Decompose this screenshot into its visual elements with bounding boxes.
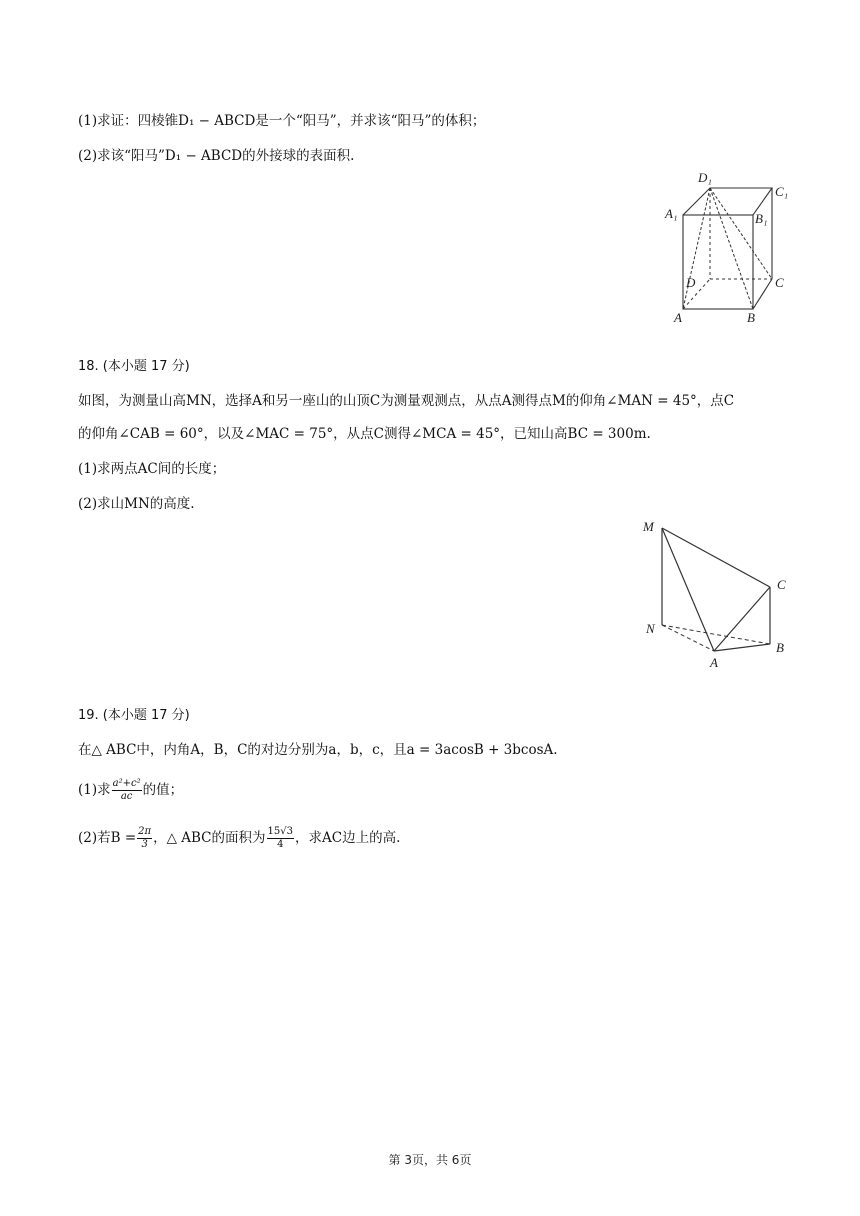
edge-ac xyxy=(714,587,770,651)
box-pyramid-svg xyxy=(660,166,800,326)
label-b: B xyxy=(776,640,784,655)
label-b: B xyxy=(747,310,755,325)
label-n: N xyxy=(646,621,655,636)
q17-part2: (2)求该“阳马”D₁ − ABCD的外接球的表面积. xyxy=(78,148,355,164)
mountain-figure xyxy=(638,512,798,677)
q19-heading: 19. (本小题 17 分) xyxy=(78,708,190,723)
q19-part2-prefix: (2)若B = xyxy=(78,830,137,846)
fraction-denominator: 3 xyxy=(141,838,148,850)
fraction-b-value xyxy=(137,826,152,851)
q18-part1: (1)求两点AC间的长度； xyxy=(78,461,226,477)
edge-d1b xyxy=(710,188,753,309)
q18-heading: 18. (本小题 17 分) xyxy=(78,359,190,374)
fraction-denominator: ac xyxy=(120,790,133,802)
q19-part2-mid: ，△ ABC的面积为 xyxy=(153,830,266,846)
q19-part1-suffix: 的值； xyxy=(142,782,184,798)
fraction-area-value xyxy=(267,826,294,851)
page-footer: 第 3页，共 6页 xyxy=(388,1153,472,1167)
fraction-denominator: 4 xyxy=(277,838,284,850)
q18-line1: 如图，为测量山高MN，选择A和另一座山的山顶C为测量观测点，从点A测得点M的仰角∠MAN = 45°，点C xyxy=(78,393,735,409)
edge-na-dashed xyxy=(662,625,714,651)
fraction-numerator: 15√3 xyxy=(267,825,293,837)
edge-nb-dashed xyxy=(662,625,770,644)
mountain-svg xyxy=(638,512,798,677)
edge-bc xyxy=(753,279,772,309)
q19-part1-prefix: (1)求 xyxy=(78,782,111,798)
fraction-numerator: a²+c² xyxy=(112,777,141,789)
q19-part1 xyxy=(78,772,183,808)
label-m: M xyxy=(643,519,654,534)
label-c: C xyxy=(777,577,786,592)
q19-part2 xyxy=(78,820,400,856)
q19-part2-suffix: ，求AC边上的高. xyxy=(295,830,401,846)
fraction-numerator: 2π xyxy=(138,825,152,837)
label-c1: C₁ xyxy=(775,184,789,199)
q19-line1: 在△ ABC中，内角A，B，C的对边分别为a，b，c，且a = 3acosB + 3bcosA. xyxy=(78,742,558,758)
label-a: A xyxy=(674,310,682,325)
edge-mc xyxy=(662,528,770,587)
q17-part1: (1)求证：四棱锥D₁ − ABCD是一个“阳马”，并求该“阳马”的体积； xyxy=(78,113,486,129)
edge-d1a xyxy=(683,188,710,309)
label-a: A xyxy=(710,655,718,670)
label-a1: A₁ xyxy=(665,206,678,221)
q18-part2: (2)求山MN的高度. xyxy=(78,496,195,512)
fraction-a2c2-over-ac xyxy=(112,778,142,803)
label-d: D xyxy=(686,275,696,290)
box-pyramid-figure xyxy=(660,166,800,326)
q18-line2: 的仰角∠CAB = 60°，以及∠MAC = 75°，从点C测得∠MCA = 45°，已知山高BC = 300m. xyxy=(78,426,651,442)
label-d1: D₁ xyxy=(698,170,712,185)
edge-ab xyxy=(714,644,770,651)
label-b1: B₁ xyxy=(755,211,768,226)
label-c: C xyxy=(775,275,784,290)
